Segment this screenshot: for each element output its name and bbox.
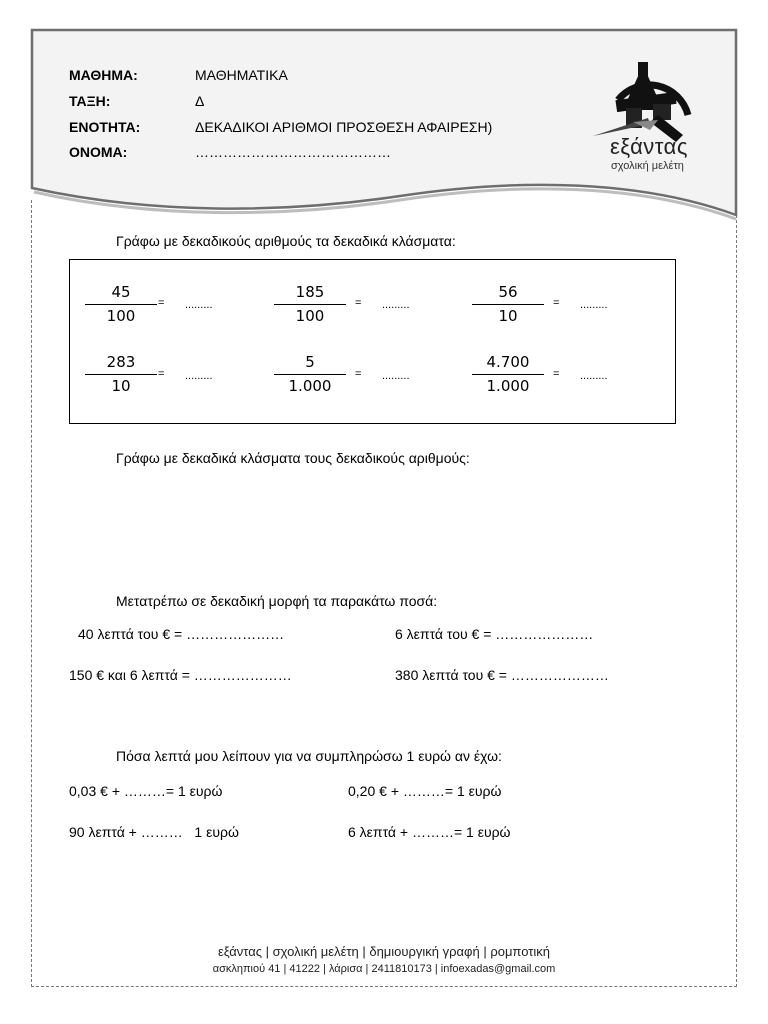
equals-sign: = bbox=[158, 297, 165, 309]
answer-blank[interactable]: ......... bbox=[382, 299, 410, 311]
exercise-money-3[interactable]: 150 € και 6 λεπτά = ………………… bbox=[69, 667, 292, 683]
equals-sign: = bbox=[553, 297, 560, 309]
answer-blank[interactable]: ......... bbox=[382, 370, 410, 382]
exercise-money-1[interactable]: 40 λεπτά του € = ………………… bbox=[78, 626, 285, 642]
instruction-money-conversion: Μετατρέπω σε δεκαδική μορφή τα παρακάτω ποσά: bbox=[116, 593, 438, 609]
equals-sign: = bbox=[355, 368, 362, 380]
exercise-euro-3[interactable]: 90 λεπτά + ……… 1 ευρώ bbox=[69, 824, 239, 840]
fraction-bar bbox=[472, 374, 544, 375]
exercise-money-2[interactable]: 6 λεπτά του € = ………………… bbox=[395, 626, 594, 642]
fraction-numerator: 5 bbox=[305, 353, 315, 371]
answer-blank[interactable]: ......... bbox=[580, 299, 608, 311]
answer-blank[interactable]: ......... bbox=[185, 370, 213, 382]
fraction-bar bbox=[274, 374, 346, 375]
logo-tagline: σχολική μελέτη bbox=[611, 160, 684, 172]
fraction-denominator: 10 bbox=[111, 377, 131, 395]
fraction-denominator: 100 bbox=[295, 307, 325, 325]
exercise-euro-2[interactable]: 0,20 € + ………= 1 ευρώ bbox=[348, 783, 502, 799]
equals-sign: = bbox=[158, 368, 165, 380]
fraction-numerator: 4.700 bbox=[486, 353, 530, 371]
fraction-numerator: 56 bbox=[498, 283, 518, 301]
name-label: ΟΝΟΜΑ: bbox=[69, 144, 128, 160]
unit-value: ΔΕΚΑΔΙΚΟΙ ΑΡΙΘΜΟΙ ΠΡΟΣΘΕΣΗ ΑΦΑΙΡΕΣΗ) bbox=[195, 119, 493, 135]
footer-services: εξάντας | σχολική μελέτη | δημιουργική γραφή | ρομποτική bbox=[217, 944, 551, 959]
equals-sign: = bbox=[355, 297, 362, 309]
fraction-numerator: 283 bbox=[106, 353, 136, 371]
fraction-bar bbox=[472, 304, 544, 305]
subject-label: ΜΑΘΗΜΑ: bbox=[69, 67, 138, 83]
class-value: Δ bbox=[195, 93, 205, 109]
equals-sign: = bbox=[553, 368, 560, 380]
instruction-decimal-fractions: Γράφω με δεκαδικούς αριθμούς τα δεκαδικά κλάσματα: bbox=[116, 233, 456, 249]
exercise-euro-4[interactable]: 6 λεπτά + ………= 1 ευρώ bbox=[348, 824, 511, 840]
fraction-numerator: 45 bbox=[111, 283, 131, 301]
fraction-bar bbox=[274, 304, 346, 305]
unit-label: ΕΝΟΤΗΤΑ: bbox=[69, 119, 141, 135]
name-field[interactable]: …………………………………… bbox=[195, 144, 391, 160]
fraction-denominator: 1.000 bbox=[486, 377, 530, 395]
fraction-bar bbox=[85, 304, 157, 305]
fraction-denominator: 100 bbox=[106, 307, 136, 325]
instruction-complete-euro: Πόσα λεπτά μου λείπουν για να συμπληρώσω 1 ευρώ αν έχω: bbox=[116, 748, 502, 764]
exercise-euro-1[interactable]: 0,03 € + ………= 1 ευρώ bbox=[69, 783, 223, 799]
footer-contact: ασκληπιού 41 | 41222 | λάρισα | 2411810173 | infoexadas@gmail.com bbox=[212, 963, 556, 975]
fraction-numerator: 185 bbox=[295, 283, 325, 301]
fractions-box bbox=[69, 259, 676, 424]
instruction-decimal-numbers: Γράφω με δεκαδικά κλάσματα τους δεκαδικούς αριθμούς: bbox=[116, 450, 470, 466]
fraction-denominator: 1.000 bbox=[288, 377, 332, 395]
fraction-bar bbox=[85, 374, 157, 375]
logo-name: εξάντας bbox=[610, 134, 688, 159]
answer-blank[interactable]: ......... bbox=[185, 299, 213, 311]
class-label: ΤΑΞΗ: bbox=[69, 93, 111, 109]
exercise-money-4[interactable]: 380 λεπτά του € = ………………… bbox=[395, 667, 609, 683]
fraction-denominator: 10 bbox=[498, 307, 518, 325]
subject-value: ΜΑΘΗΜΑΤΙΚΑ bbox=[195, 67, 288, 83]
answer-blank[interactable]: ......... bbox=[580, 370, 608, 382]
